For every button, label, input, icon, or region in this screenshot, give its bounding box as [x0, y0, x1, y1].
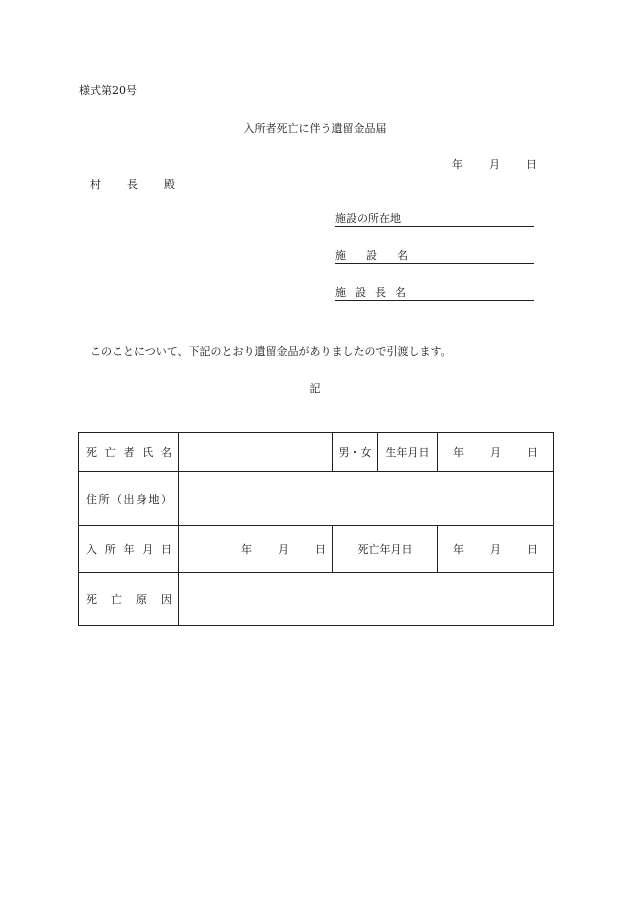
facility-director-char-1: 施 [335, 286, 346, 299]
death-year-unit: 年 [453, 543, 464, 556]
address-field[interactable] [179, 472, 554, 526]
cause-of-death-label: 死 亡 原 因 [79, 573, 179, 626]
death-date-field[interactable] [438, 526, 554, 573]
facility-director-char-2: 設 [355, 286, 366, 299]
birth-month-unit: 月 [490, 446, 501, 459]
address-label: 住所（出身地） [79, 472, 179, 526]
deceased-name-label: 死 亡 者 氏 名 [79, 433, 179, 472]
cause-of-death-field[interactable] [179, 573, 554, 626]
date-day-unit: 日 [526, 158, 537, 171]
facility-name-char-2: 設 [366, 249, 377, 262]
form-number: 様式第20号 [79, 84, 137, 97]
birth-year-unit: 年 [453, 446, 464, 459]
sex-options[interactable]: 男・女 [333, 433, 378, 472]
death-date-label: 死亡年月日 [333, 526, 438, 573]
addressee-part-1: 村 [90, 178, 101, 191]
facility-address-field[interactable] [335, 210, 534, 227]
table-row [79, 526, 554, 573]
facility-name-field[interactable] [335, 247, 534, 264]
facility-director-field[interactable] [335, 284, 534, 301]
admission-day-unit: 日 [315, 543, 326, 556]
ki-heading: 記 [309, 382, 321, 395]
date-month-unit: 月 [489, 158, 500, 171]
facility-name-char-3: 名 [397, 249, 408, 262]
date-year-unit: 年 [452, 158, 463, 171]
body-text: このことについて、下記のとおり遺留金品がありましたので引渡します。 [90, 345, 452, 358]
admission-year-unit: 年 [241, 543, 252, 556]
death-day-unit: 日 [527, 543, 538, 556]
birth-date-label: 生年月日 [378, 433, 438, 472]
birth-date-field[interactable] [438, 433, 554, 472]
table-row [79, 433, 554, 472]
birth-day-unit: 日 [527, 446, 538, 459]
facility-director-char-3: 長 [375, 286, 386, 299]
facility-name-char-1: 施 [335, 249, 346, 262]
deceased-name-field[interactable] [179, 433, 333, 472]
facility-director-char-4: 名 [395, 286, 406, 299]
table-row [79, 573, 554, 626]
admission-date-field[interactable] [179, 526, 333, 573]
form-title: 入所者死亡に伴う遺留金品届 [243, 122, 387, 135]
admission-date-label: 入 所 年 月 日 [79, 526, 179, 573]
death-month-unit: 月 [490, 543, 501, 556]
table-row [79, 472, 554, 526]
addressee-part-3: 殿 [164, 178, 175, 191]
submission-date [452, 156, 537, 172]
addressee [90, 176, 175, 192]
addressee-part-2: 長 [127, 178, 138, 191]
admission-month-unit: 月 [278, 543, 289, 556]
facility-address-label: 施設の所在地 [335, 212, 401, 225]
deceased-record-table [78, 432, 554, 626]
